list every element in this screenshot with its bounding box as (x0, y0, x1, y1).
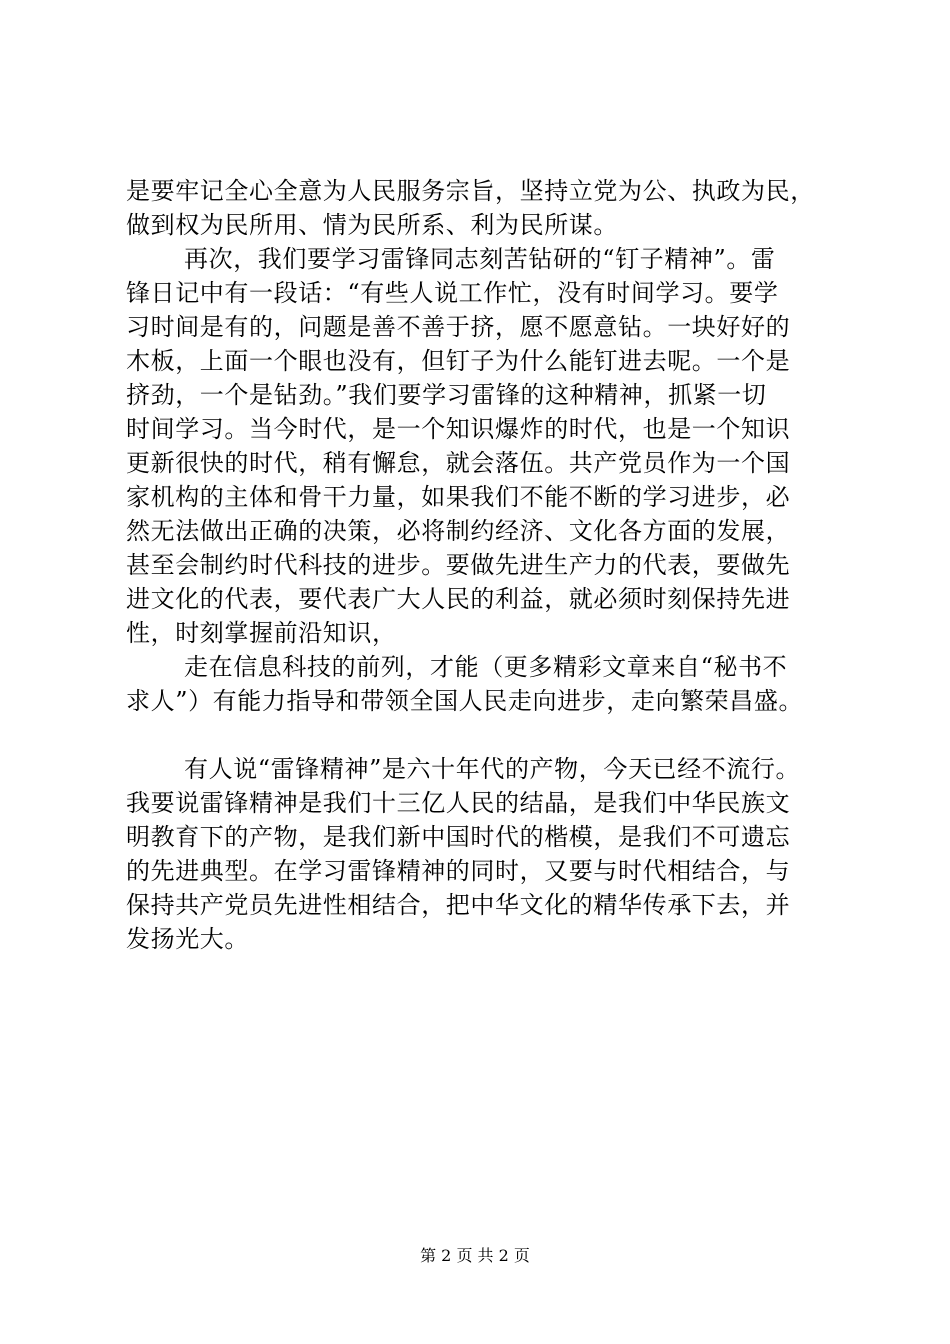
text-line: 明教育下的产物，是我们新中国时代的楷模，是我们不可遗忘 (126, 823, 791, 851)
text-line: 保持共产党员先进性相结合，把中华文化的精华传承下去，并 (126, 891, 791, 919)
text-line: 家机构的主体和骨干力量，如果我们不能不断的学习进步，必 (126, 483, 791, 511)
text-line: 挤劲，一个是钻劲。”我们要学习雷锋的这种精神，抓紧一切 (126, 381, 767, 409)
text-line: 有人说“雷锋精神”是六十年代的产物，今天已经不流行。 (184, 755, 801, 783)
text-line: 求人”）有能力指导和带领全国人民走向进步，走向繁荣昌盛。 (126, 687, 804, 715)
text-line: 做到权为民所用、情为民所系、利为民所谋。 (126, 211, 618, 239)
paragraph-gap (126, 718, 846, 752)
text-line: 时间学习。当今时代，是一个知识爆炸的时代，也是一个知识 (126, 415, 791, 443)
text-line: 走在信息科技的前列，才能（更多精彩文章来自“秘书不 (184, 653, 788, 681)
text-line: 再次，我们要学习雷锋同志刻苦钻研的“钉子精神”。雷 (184, 245, 776, 273)
text-line: 性，时刻掌握前沿知识， (126, 619, 397, 647)
page-number-footer: 第 2 页 共 2 页 (420, 1246, 530, 1265)
text-line: 甚至会制约时代科技的进步。要做先进生产力的代表，要做先 (126, 551, 791, 579)
text-line: 发扬光大。 (126, 925, 249, 953)
text-line: 木板，上面一个眼也没有，但钉子为什么能钉进去呢。一个是 (126, 347, 791, 375)
document-body (126, 174, 846, 956)
text-line: 进文化的代表，要代表广大人民的利益，就必须时刻保持先进 (126, 585, 791, 613)
text-line: 锋日记中有一段话：“有些人说工作忙，没有时间学习。要学 (126, 279, 779, 307)
text-line: 习时间是有的，问题是善不善于挤，愿不愿意钻。一块好好的 (126, 313, 791, 341)
text-line: 我要说雷锋精神是我们十三亿人民的结晶，是我们中华民族文 (126, 789, 791, 817)
text-line: 是要牢记全心全意为人民服务宗旨，坚持立党为公、执政为民， (126, 177, 815, 205)
text-line: 更新很快的时代，稍有懈怠，就会落伍。共产党员作为一个国 (126, 449, 791, 477)
text-line: 然无法做出正确的决策，必将制约经济、文化各方面的发展， (126, 517, 791, 545)
text-line: 的先进典型。在学习雷锋精神的同时，又要与时代相结合，与 (126, 857, 791, 885)
